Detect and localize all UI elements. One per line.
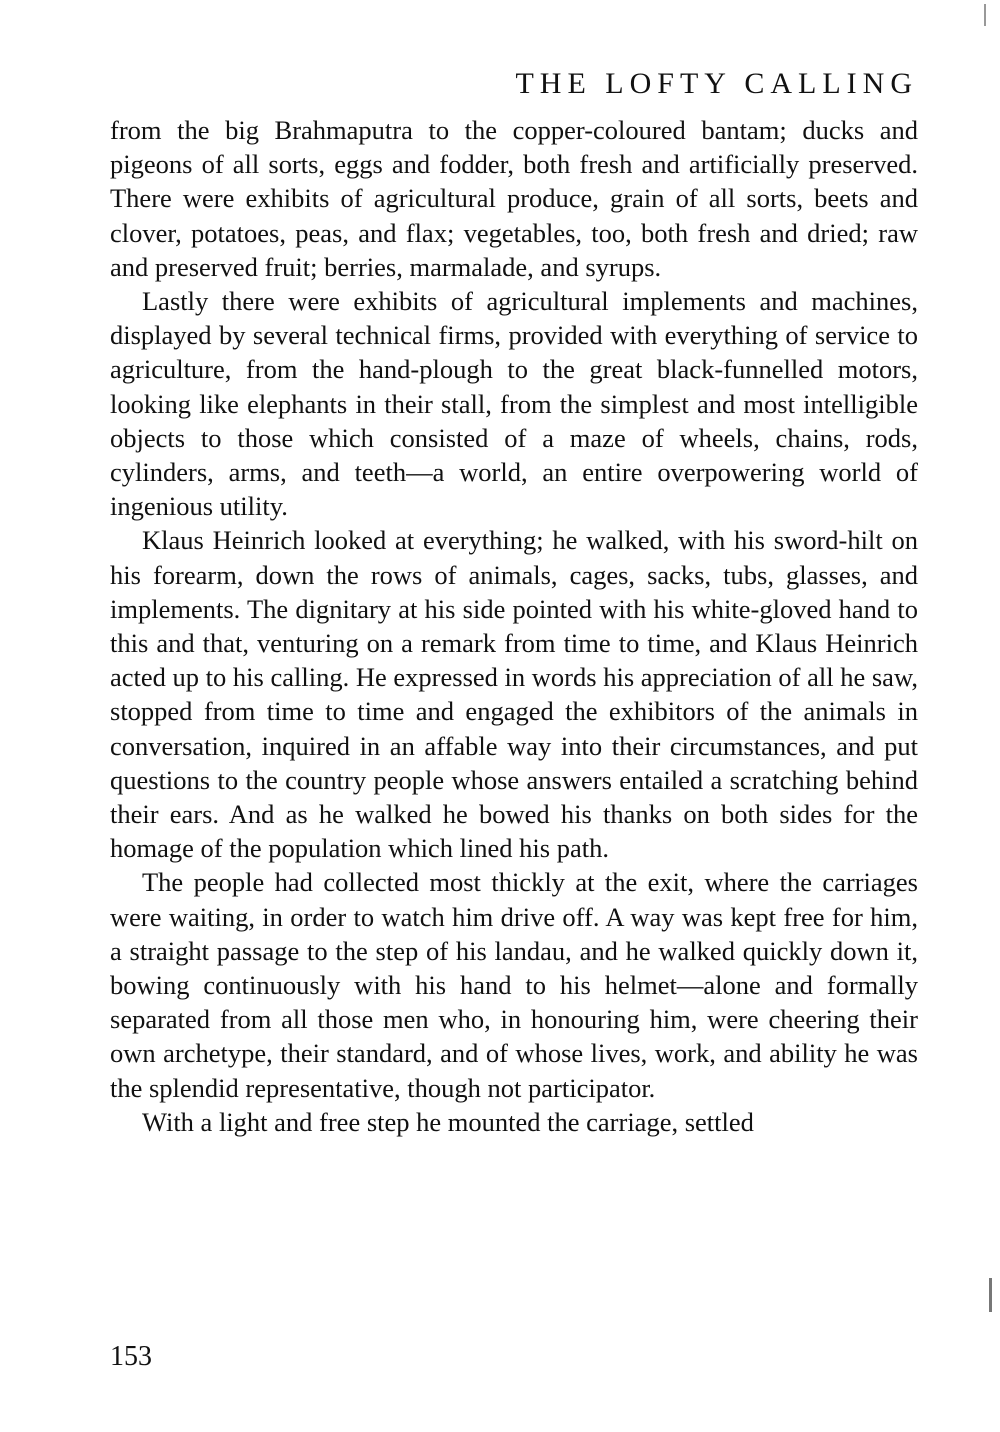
paragraph-implements: Lastly there were exhibits of agricultural implements and machines, displayed by several technical firms, provided with everything of service to agriculture, from the hand-plough to the great black-funnelled motors, looking like elephants in their stall, from the simplest and most intelligible objects to those which consisted of a maze of wheels, chains, rods, cylinders, arms, and teeth—a world, an entire overpowering world of ingenious utility. [110,286,918,522]
paragraph-klaus-heinrich: Klaus Heinrich looked at everything; he walked, with his sword-hilt on his forearm, down the rows of animals, cages, sacks, tubs, glasses, and implements. The dignitary at his side pointed with his white-gloved hand to this and that, venturing on a remark from time to time, and Klaus Heinrich acted up to his calling. He expressed in words his appreciation of all he saw, stopped from time to time and engaged the exhibitors of the animals in conversation, inquired in an affable way into their circumstances, and put questions to the country people whose answers entailed a scratching behind their ears. And as he walked he bowed his thanks on both sides for the homage of the population which lined his path. [110,525,918,864]
paragraph-exit: The people had collected most thickly at the exit, where the carriages were waiting, in order to watch him drive off. A way was kept free for him, a straight passage to the step of his landau, and he walked quickly down it, bowing continuously with his hand to his helmet—alone and formally separated from all those men who, in honouring him, were cheering their own archetype, their standard, and of whose lives, work, and ability he was the splendid representative, though not participator. [110,867,918,1103]
scan-artifact-top [984,4,986,26]
running-head: THE LOFTY CALLING [515,67,918,100]
scan-artifact-edge [989,1278,992,1312]
body-text [110,113,918,1139]
page-number: 153 [110,1341,152,1372]
paragraph-continued: from the big Brahmaputra to the copper-coloured bantam; ducks and pigeons of all sorts, eggs and fodder, both fresh and artificially preserved. There were exhibits of agricultural produce, grain of all sorts, beets and clover, potatoes, peas, and flax; vegetables, too, both fresh and dried; raw and preserved fruit; berries, marmalade, and syrups. [110,115,918,282]
paragraph-carriage: With a light and free step he mounted the carriage, settled [142,1106,754,1137]
